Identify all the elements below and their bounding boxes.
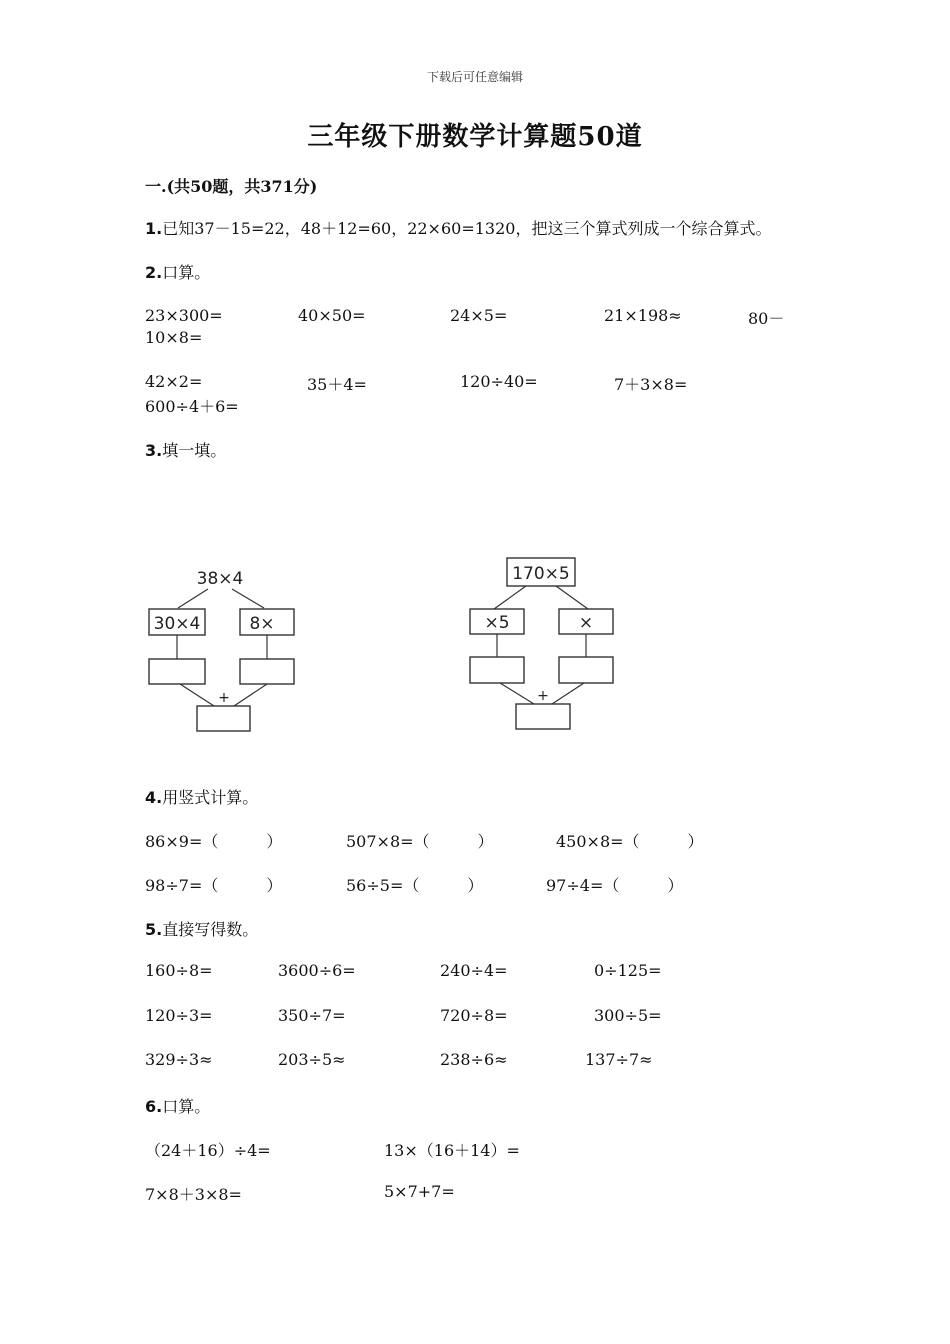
left-diagram	[140, 560, 310, 740]
question-text: 填一填。	[162, 441, 227, 460]
question-5	[145, 917, 258, 940]
diagram-operator: +	[537, 688, 549, 704]
problem-item: 120÷3=	[145, 1006, 213, 1025]
problem-item: 120÷40=	[460, 372, 538, 391]
question-number: 1.	[145, 219, 163, 238]
question-text: 口算。	[162, 263, 211, 282]
problem-item: 7×8＋3×8=	[145, 1185, 242, 1204]
problem-item: 23×300=	[145, 306, 223, 325]
question-number: 6.	[145, 1097, 163, 1116]
answer-box	[240, 659, 294, 684]
page-title: 三年级下册数学计算题50道	[307, 122, 643, 152]
problem-item: 86×9=（ ）	[145, 832, 283, 851]
diagram-box-label: ×	[578, 613, 594, 633]
problem-item: 98÷7=（ ）	[145, 876, 283, 895]
answer-box	[470, 657, 524, 683]
diagram-top-label: 170×5	[512, 564, 570, 584]
problem-item: 97÷4=（ ）	[546, 876, 684, 895]
question-2	[145, 260, 210, 283]
question-6	[145, 1094, 210, 1117]
question-number: 4.	[145, 788, 163, 807]
problem-item: 329÷3≈	[145, 1050, 213, 1069]
header-note: 下载后可任意编辑	[426, 70, 523, 84]
problem-item: 137÷7≈	[585, 1050, 653, 1069]
problem-item: 300÷5=	[594, 1006, 662, 1025]
problem-item: 42×2=	[145, 372, 203, 391]
answer-box	[149, 659, 205, 684]
problem-item-wrap: 10×8=	[145, 328, 203, 347]
question-text: 用竖式计算。	[162, 788, 259, 807]
section-heading: 一.(共50题，共371分)	[145, 177, 318, 196]
diagram-top-label: 38×4	[196, 569, 244, 589]
question-number: 2.	[145, 263, 163, 282]
diagram-box-label: 8×	[249, 614, 275, 634]
answer-box	[559, 657, 613, 683]
question-text: 直接写得数。	[162, 920, 259, 939]
problem-item: 35＋4=	[307, 375, 367, 394]
answer-box	[197, 706, 250, 731]
problem-item: 3600÷6=	[278, 961, 356, 980]
question-3	[145, 438, 226, 461]
problem-item: 13×（16＋14）=	[384, 1141, 520, 1160]
problem-item: 350÷7=	[278, 1006, 346, 1025]
problem-item: 56÷5=（ ）	[346, 876, 484, 895]
problem-item: 40×50=	[298, 306, 366, 325]
problem-item: 21×198≈	[604, 306, 682, 325]
problem-item: 450×8=（ ）	[556, 832, 704, 851]
problem-item: 160÷8=	[145, 961, 213, 980]
diagram-operator: +	[218, 690, 230, 706]
question-text: 已知37－15=22，48＋12=60，22×60=1320，把这三个算式列成一个综合算式。	[162, 219, 772, 238]
diagram-box-label: ×5	[484, 613, 510, 633]
problem-item: 203÷5≈	[278, 1050, 346, 1069]
problem-item: （24＋16）÷4=	[145, 1141, 271, 1160]
problem-item-wrap: 600÷4＋6=	[145, 397, 239, 416]
question-4	[145, 785, 258, 808]
answer-box	[516, 704, 570, 729]
problem-item: 507×8=（ ）	[346, 832, 494, 851]
problem-item: 5×7+7=	[384, 1182, 455, 1201]
problem-item: 24×5=	[450, 306, 508, 325]
problem-item: 0÷125=	[594, 961, 662, 980]
problem-item: 7＋3×8=	[614, 375, 688, 394]
question-number: 3.	[145, 441, 163, 460]
question-1	[145, 218, 805, 240]
diagram-box-label: 30×4	[153, 614, 201, 634]
question-text: 口算。	[162, 1097, 211, 1116]
right-diagram	[460, 552, 630, 737]
problem-item: 720÷8=	[440, 1006, 508, 1025]
problem-item: 238÷6≈	[440, 1050, 508, 1069]
problem-item: 240÷4=	[440, 961, 508, 980]
problem-item: 80－	[748, 309, 785, 328]
question-number: 5.	[145, 920, 163, 939]
